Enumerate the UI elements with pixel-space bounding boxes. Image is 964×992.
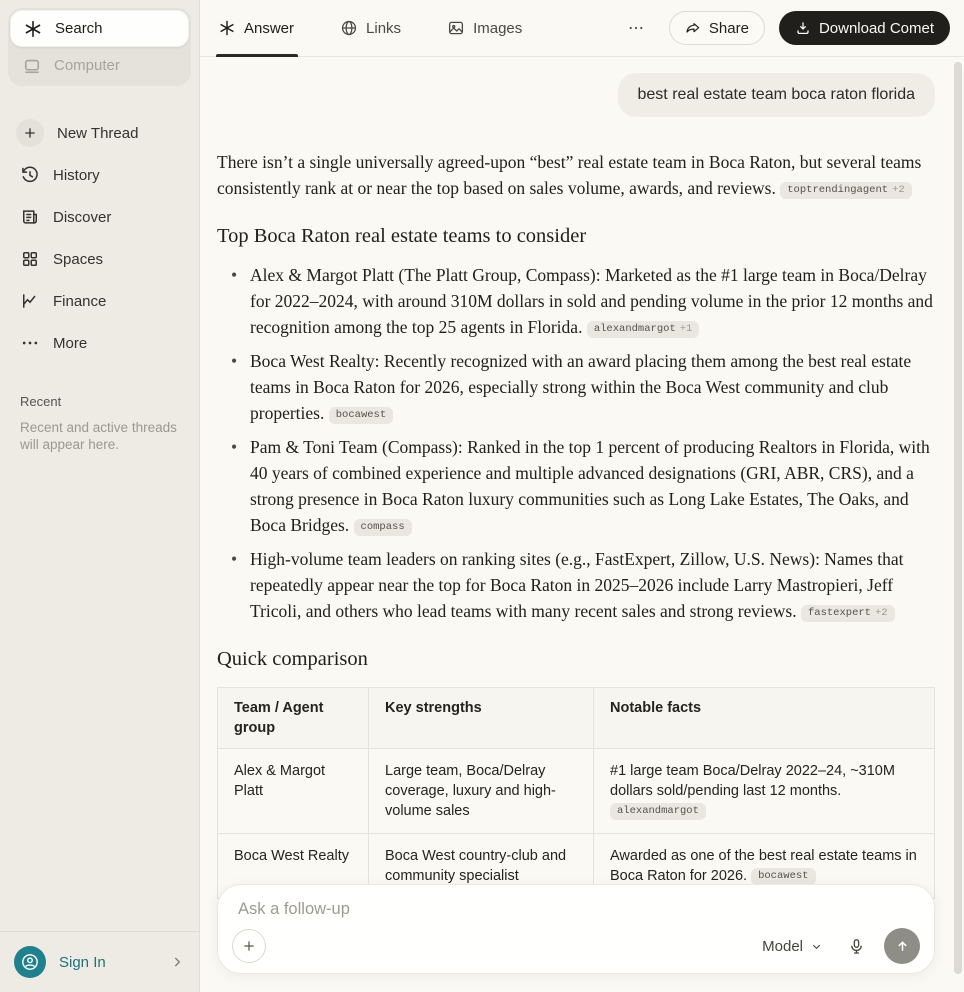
sign-in-label: Sign In — [59, 953, 106, 971]
globe-icon — [340, 19, 358, 37]
sidebar-item-label: Spaces — [53, 250, 104, 268]
sign-in-row[interactable] — [0, 931, 199, 992]
list-item: • Boca West Realty: Recently recognized with an award placing them among the best real estate teams in Boca Raton for 2026, especially strong within the Boca West community and club properties. bocawest — [217, 348, 935, 426]
sidebar-item-finance[interactable] — [0, 280, 199, 322]
submit-button[interactable] — [884, 928, 920, 964]
sidebar-item-label: Search — [55, 20, 103, 37]
download-icon — [795, 20, 811, 36]
sidebar — [0, 0, 200, 992]
sidebar-item-label: New Thread — [57, 124, 139, 142]
main-panel — [200, 0, 964, 992]
avatar — [14, 946, 46, 978]
sidebar-item-search[interactable] — [10, 10, 189, 47]
user-query-bubble: best real estate team boca raton florida — [618, 73, 936, 117]
sidebar-item-label: Discover — [53, 208, 112, 226]
section-heading: Quick comparison — [217, 648, 368, 670]
cell-team: Boca West Realty — [218, 834, 369, 899]
chevron-down-icon — [810, 940, 823, 953]
citation-source: bocawest — [335, 409, 387, 421]
cell-strengths: Boca West country-club and community specialist — [369, 834, 594, 899]
sidebar-item-new-thread[interactable] — [0, 112, 199, 154]
citation-chip[interactable] — [610, 803, 706, 820]
model-label: Model — [762, 937, 803, 955]
table-row — [218, 749, 935, 834]
answer-intro — [217, 149, 935, 201]
cell-facts: Awarded as one of the best real estate teams in Boca Raton for 2026. bocawest — [594, 834, 935, 899]
share-icon — [685, 20, 701, 36]
more-options-button[interactable] — [621, 13, 651, 43]
cell-team: Alex & Margot Platt — [218, 749, 369, 834]
list-item: • High-volume team leaders on ranking sites (e.g., FastExpert, Zillow, U.S. News): Names that repeatedly appear near the top for Boca Raton in 2025–2026 include Larry Mastropieri, Jeff Tricoli, and others who lead teams with many recent sales and strong reviews. fastexpert +2 — [217, 546, 935, 624]
sidebar-item-label: Computer — [54, 57, 120, 74]
cell-facts: #1 large team Boca/Delray 2022–24, ~310M dollars sold/pending last 12 months. alexandmargot — [594, 749, 935, 834]
citation-chip[interactable] — [354, 519, 412, 536]
citation-chip[interactable] — [780, 182, 911, 199]
tab-answer[interactable] — [216, 0, 296, 57]
recent-empty-text: Recent and active threads will appear here. — [20, 420, 177, 452]
sidebar-item-computer[interactable] — [10, 47, 189, 84]
chart-line-icon — [20, 291, 40, 311]
intro-text: There isn’t a single universally agreed-upon “best” real estate team in Boca Raton, but several teams consistently rank at or near the top based on sales volume, awards, and reviews. — [217, 152, 922, 198]
grid-icon — [20, 249, 40, 269]
scrollbar[interactable] — [954, 62, 962, 974]
column-header: Notable facts — [594, 688, 935, 749]
download-label: Download Comet — [818, 19, 934, 37]
sidebar-item-spaces[interactable] — [0, 238, 199, 280]
citation-source: fastexpert — [807, 607, 871, 619]
list-item: • Alex & Margot Platt (The Platt Group, Compass): Marketed as the #1 large team in Boca/Delray for 2022–2024, with around 310M dollars in sold and pending volume in the prior 12 months and recognition among the top 25 agents in Florida. alexandmargot +1 — [217, 262, 935, 340]
followup-composer — [217, 884, 935, 974]
mode-switcher — [8, 8, 191, 86]
attach-button[interactable] — [232, 929, 266, 963]
answer-scroll-area[interactable] — [200, 57, 964, 992]
citation-count: +1 — [679, 323, 693, 335]
sidebar-item-label: More — [53, 334, 88, 352]
recent-section — [20, 394, 179, 453]
image-icon — [447, 19, 465, 37]
answer-bullet-list — [217, 262, 935, 624]
thread-toolbar — [200, 0, 964, 57]
newspaper-icon — [20, 207, 40, 227]
microphone-button[interactable] — [847, 937, 866, 956]
citation-count: +2 — [892, 184, 905, 196]
list-item: • Pam & Toni Team (Compass): Ranked in the top 1 percent of producing Realtors in Florida, with 40 years of combined experience and multiple advanced designations (GRI, ABR, CRS), and a strong presence in Boca Raton luxury communities such as Long Lake Estates, The Oaks, and Boca Bridges. compass — [217, 434, 935, 538]
tab-label: Links — [366, 19, 402, 37]
share-button[interactable] — [669, 11, 765, 45]
citation-count: +2 — [874, 607, 888, 619]
sidebar-nav — [0, 112, 199, 364]
share-label: Share — [708, 19, 749, 37]
history-icon — [20, 165, 40, 185]
citation-source: alexandmargot — [593, 323, 676, 335]
tab-links[interactable] — [338, 0, 403, 57]
perplexity-asterisk-icon — [218, 19, 236, 37]
citation-chip[interactable] — [329, 407, 393, 424]
section-heading: Top Boca Raton real estate teams to consider — [217, 225, 587, 247]
sidebar-item-more[interactable] — [0, 322, 199, 364]
followup-input[interactable]: Ask a follow-up — [238, 900, 350, 918]
citation-source: compass — [360, 521, 405, 533]
tab-images[interactable] — [445, 0, 524, 57]
column-header: Team / Agent group — [218, 688, 369, 749]
plus-icon — [16, 119, 44, 147]
column-header: Key strengths — [369, 688, 594, 749]
perplexity-asterisk-icon — [23, 19, 43, 39]
download-comet-button[interactable] — [779, 11, 950, 45]
sidebar-item-history[interactable] — [0, 154, 199, 196]
citation-source: alexandmargot — [617, 805, 699, 817]
computer-icon — [22, 56, 42, 76]
model-selector[interactable] — [762, 938, 823, 955]
tab-label: Images — [473, 19, 523, 37]
chevron-right-icon — [169, 954, 185, 970]
citation-chip[interactable] — [801, 605, 895, 622]
ellipsis-icon — [20, 333, 40, 353]
sidebar-item-label: Finance — [53, 292, 107, 310]
tab-label: Answer — [244, 19, 295, 37]
table-header-row — [218, 688, 935, 749]
recent-title: Recent — [20, 394, 62, 409]
citation-chip[interactable] — [751, 868, 815, 885]
citation-chip[interactable] — [587, 321, 700, 338]
citation-source: bocawest — [758, 870, 809, 882]
sidebar-item-discover[interactable] — [0, 196, 199, 238]
cell-strengths: Large team, Boca/Delray coverage, luxury and high-volume sales — [369, 749, 594, 834]
comparison-table — [217, 687, 935, 899]
citation-source: toptrendingagent — [787, 184, 889, 196]
sidebar-item-label: History — [53, 166, 100, 184]
